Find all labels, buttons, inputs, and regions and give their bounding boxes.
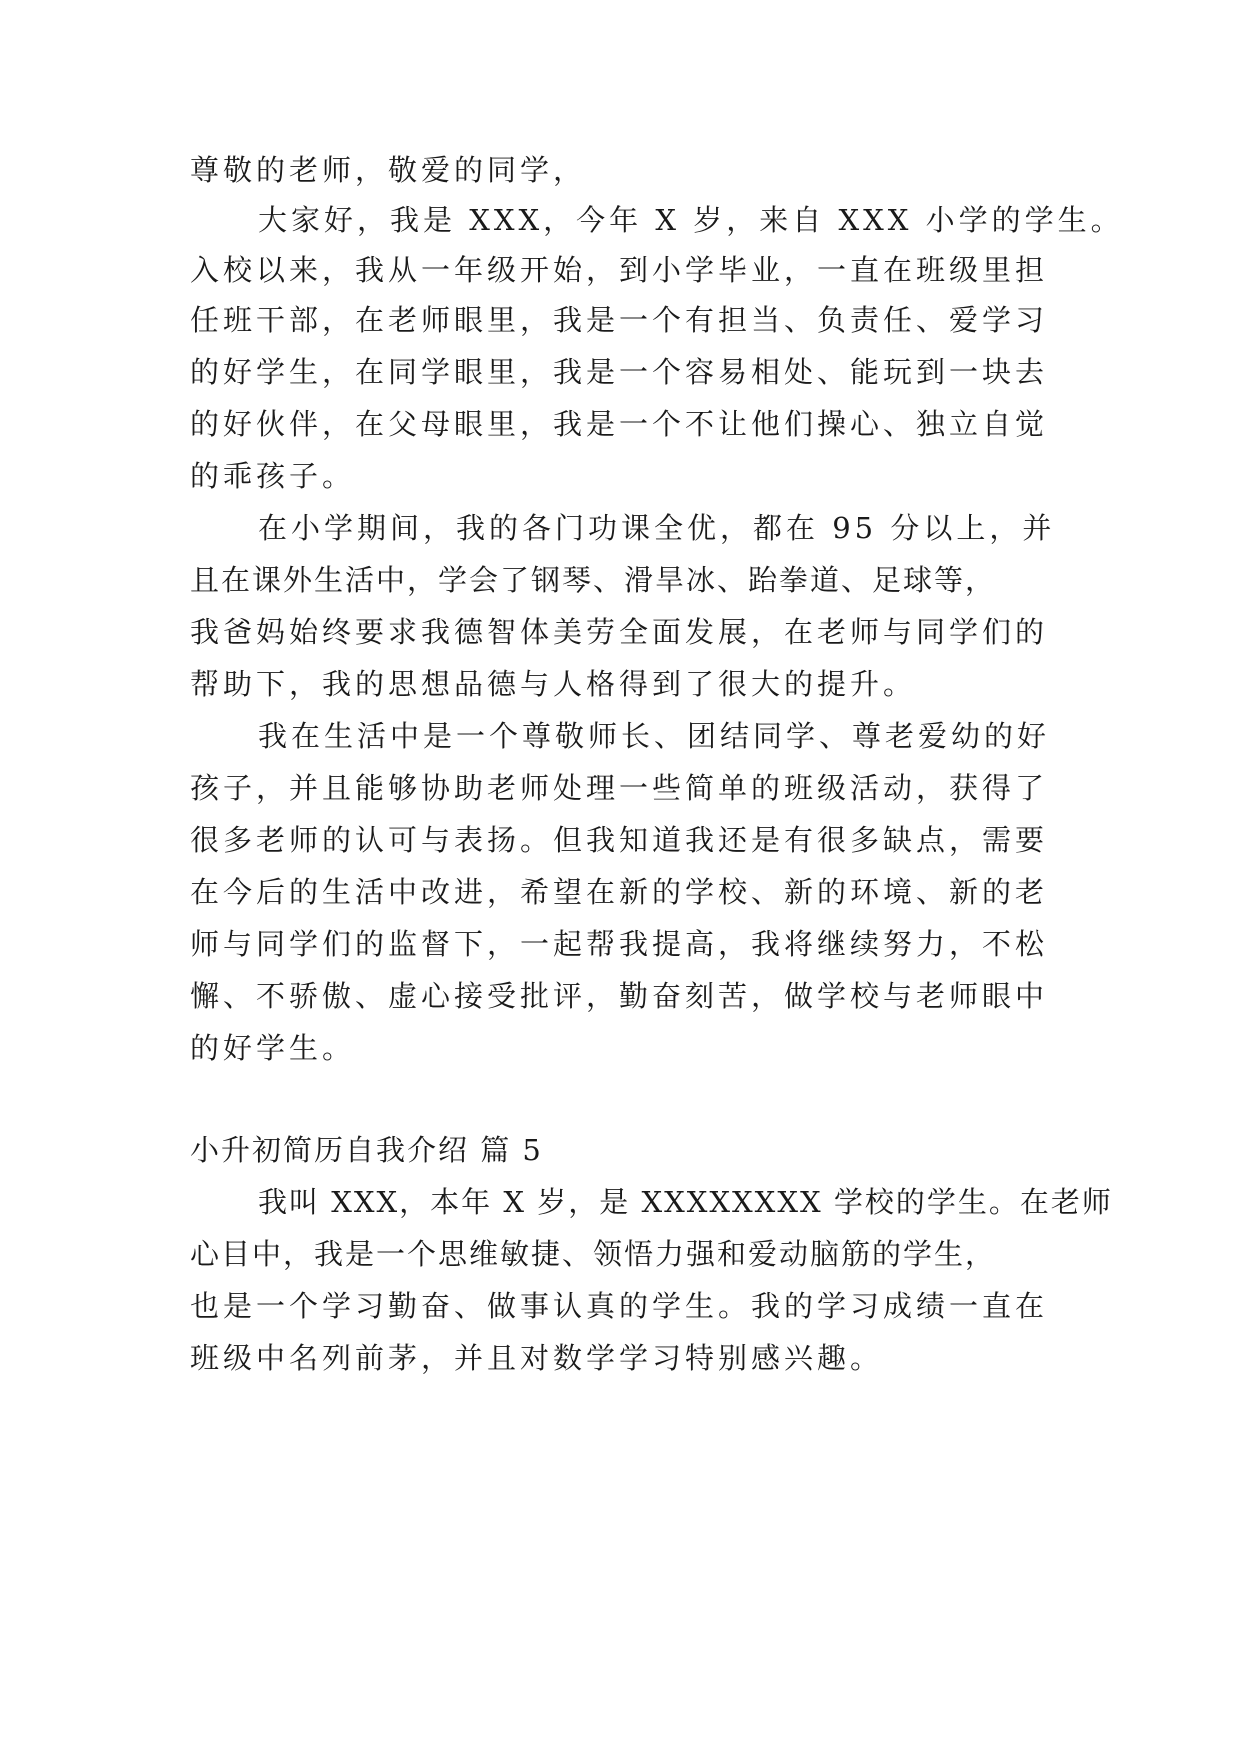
paragraph-line: 师与同学们的监督下，一起帮我提高，我将继续努力，不松 [190, 927, 1049, 961]
paragraph-line: 我爸妈始终要求我德智体美劳全面发展，在老师与同学们的 [190, 615, 1049, 649]
paragraph-line: 也是一个学习勤奋、做事认真的学生。我的学习成绩一直在 [190, 1289, 1049, 1323]
paragraph-line: 我在生活中是一个尊敬师长、团结同学、尊老爱幼的好 [258, 719, 1051, 753]
paragraph-line: 孩子，并且能够协助老师处理一些简单的班级活动，获得了 [190, 771, 1049, 805]
paragraph-line: 的好伙伴，在父母眼里，我是一个不让他们操心、独立自觉 [190, 407, 1049, 441]
paragraph-line: 心目中，我是一个思维敏捷、领悟力强和爱动脑筋的学生， [190, 1237, 997, 1271]
paragraph-line: 的好学生。 [190, 1031, 356, 1065]
paragraph-line: 我叫 XXX，本年 X 岁，是 XXXXXXXX 学校的学生。在老师 [258, 1185, 1113, 1219]
paragraph-line: 很多老师的认可与表扬。但我知道我还是有很多缺点，需要 [190, 823, 1049, 857]
section-heading: 小升初简历自我介绍 篇 5 [190, 1133, 543, 1167]
paragraph-line: 帮助下，我的思想品德与人格得到了很大的提升。 [190, 667, 917, 701]
paragraph-line: 入校以来，我从一年级开始，到小学毕业，一直在班级里担 [190, 253, 1049, 287]
paragraph-line: 且在课外生活中，学会了钢琴、滑旱冰、跆拳道、足球等， [190, 563, 997, 597]
paragraph-line: 大家好，我是 XXX，今年 X 岁，来自 XXX 小学的学生。 [258, 203, 1124, 237]
salutation-line: 尊敬的老师，敬爱的同学， [190, 153, 587, 187]
paragraph-line: 懈、不骄傲、虚心接受批评，勤奋刻苦，做学校与老师眼中 [190, 979, 1049, 1013]
paragraph-line: 任班干部，在老师眼里，我是一个有担当、负责任、爱学习 [190, 303, 1049, 337]
paragraph-line: 的乖孩子。 [190, 459, 356, 493]
paragraph-line: 在今后的生活中改进，希望在新的学校、新的环境、新的老 [190, 875, 1049, 909]
paragraph-line: 班级中名列前茅，并且对数学学习特别感兴趣。 [190, 1341, 884, 1375]
paragraph-line: 的好学生，在同学眼里，我是一个容易相处、能玩到一块去 [190, 355, 1049, 389]
paragraph-line: 在小学期间，我的各门功课全优，都在 95 分以上，并 [258, 511, 1056, 545]
